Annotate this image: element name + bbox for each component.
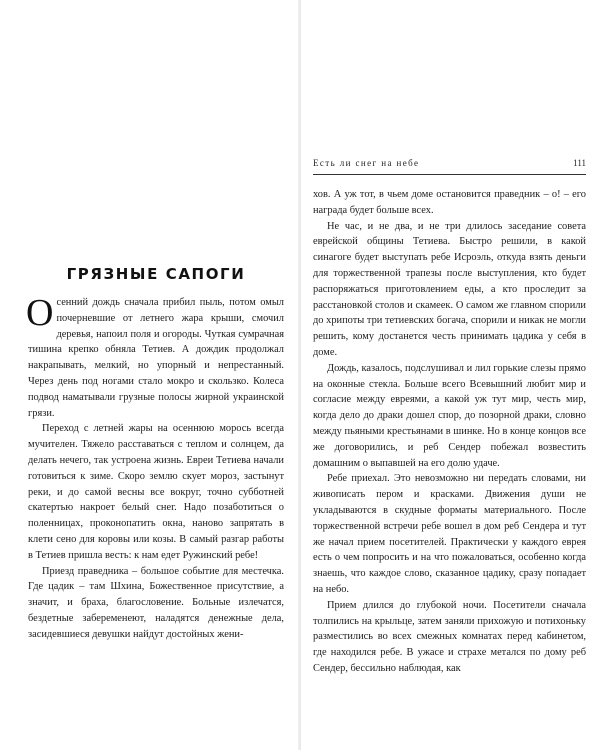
paragraph (26, 292, 284, 421)
paragraph: Приезд праведника – большое событие для местечка. Где цадик – там Шхина, Божественное присутствие, а значит, и браха, благословение. Больные излечатся, бездетные забеременеют, наладятся денежные дела, засидевшиеся девушки найдут достойных жени- (28, 565, 284, 640)
left-page (0, 0, 299, 750)
paragraph: Дождь, казалось, подслушивал и лил горькие слезы прямо на оконные стекла. Больше всего Всевышний любит мир и согласие между евреями, а какой уж тут мир, честь мир, когда дело до драки дошел спор, до позорной драки, словно между пьяными крестьянами в шинке. Но в конце концов все же договорились, и реб Сендер побежал возвестить домашним о выпавшей на его долю удаче. (313, 362, 586, 469)
paragraph: Переход с летней жары на осеннюю морось всегда мучителен. Тяжело расставаться с теплом и солнцем, да делать нечего, так устроена жизнь. Евреи Тетиева начали готовиться к зиме. Скоро землю скует мороз, застынут реки, и до самой весны все вокруг, точно субботней скатертью накроет белый снег. Надо позаботиться о поленницах, проконопатить окна, наново запрятать в клети сено для коровы или козы. В самый разгар работы в Тетиев пришла весть: к нам едет Ружинский ребе! (28, 423, 284, 561)
chapter-title: ГРЯЗНЫЕ САПОГИ (66, 265, 246, 283)
paragraph: Прием длился до глубокой ночи. Посетители сначала толпились на крыльце, затем заняли прихожую и потихоньку разместились во всех смежных комнатах перед кабинетом, где находился ребе. В ужасе и страхе метался по дому реб Сендер, бессильно наблюдая, как (313, 599, 586, 674)
right-page (301, 0, 600, 750)
running-title: Есть ли снег на небе (313, 158, 420, 168)
paragraph: хов. А уж тот, в чьем доме остановится праведник – о! – его награда будет больше всех. (313, 189, 586, 216)
paragraph-text: сенний дождь сначала прибил пыль, потом омыл почерневшие от летнего жара крыши, смочил деревья, напоил поля и огороды. Чуткая сумрачная тишина крепко обняла Тетиев. А дождик продолжал накрапывать, мелкий, но упорный и непрестанный. Через день под ногами стало мокро и скользко. Колеса подвод наматывали грузные полосы жирной украинской грязи. (28, 297, 284, 419)
left-page-body (26, 292, 284, 643)
paragraph: Не час, и не два, и не три длилось заседание совета еврейской общины Тетиева. Быстро решили, в какой синагоге будет выступать ребе Исроэль, откуда взять деньги для торжественной трапезы после выступления, кто будет распоряжаться приготовлением еды, а кто проследит за расстановкой столов и скамеек. О самом же главном спорили до хрипоты три тетиевских богача, спорили и никак не могли решить, кому достанется честь принимать цадика у себя в доме. (313, 220, 586, 358)
header-rule (313, 174, 586, 175)
paragraph: Ребе приехал. Это невозможно ни передать словами, ни живописать пером и красками. Движения души не укладываются в скудные форматы материального. После торжественной встречи ребе вошел в дом реб Сендера и тут же начал прием посетителей. Практически у каждого еврея есть о чем попросить и на что пожаловаться, особенно когда знаешь, что каждое слово, сказанное цадику, сразу попадает на небо. (313, 473, 586, 595)
drop-cap: О (26, 292, 54, 334)
page-number: 111 (573, 158, 586, 168)
right-page-body (313, 187, 586, 677)
running-head (313, 158, 586, 174)
